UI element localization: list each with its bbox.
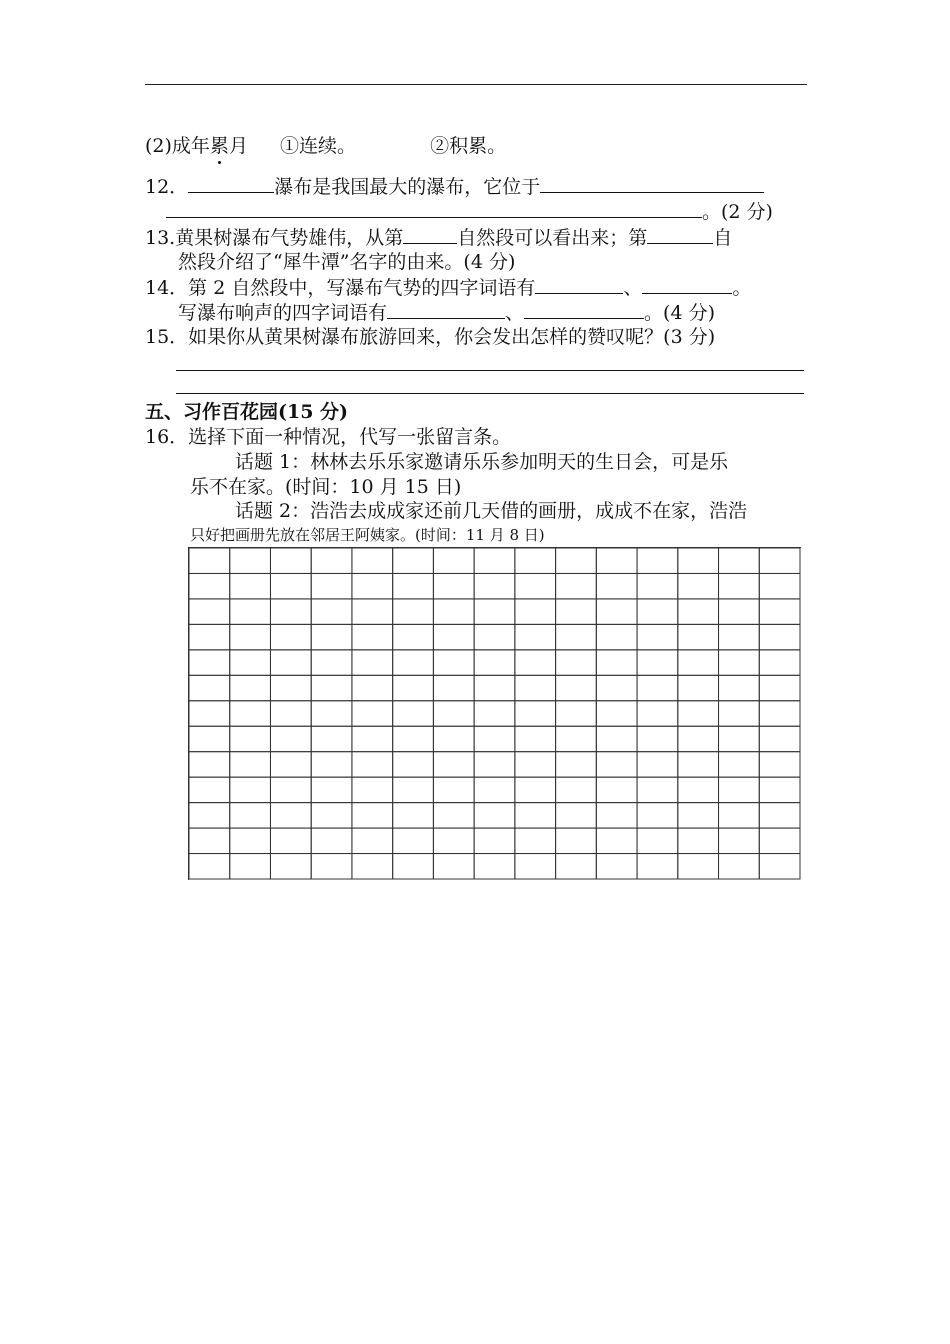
grid-cell[interactable] [189,573,230,598]
grid-cell[interactable] [719,573,760,598]
grid-cell[interactable] [474,777,515,802]
grid-cell[interactable] [556,650,597,675]
grid-cell[interactable] [515,726,556,751]
grid-cell[interactable] [189,624,230,649]
grid-cell[interactable] [515,803,556,828]
grid-cell[interactable] [678,548,719,573]
q15-answer-line-2[interactable] [176,393,804,394]
q12-blank-name[interactable] [188,174,274,193]
grid-cell[interactable] [515,854,556,879]
topic-2-line-1: 话题 2：浩浩去成成家还前几天借的画册，成成不在家，浩浩 [235,500,748,522]
grid-cell[interactable] [719,650,760,675]
grid-cell[interactable] [311,828,352,853]
grid-cell[interactable] [393,726,434,751]
grid-cell[interactable] [759,650,800,675]
grid-cell[interactable] [189,701,230,726]
grid-cell[interactable] [433,803,474,828]
grid-cell[interactable] [474,599,515,624]
grid-cell[interactable] [270,599,311,624]
grid-cell[interactable] [230,803,271,828]
grid-cell[interactable] [678,573,719,598]
grid-cell[interactable] [270,675,311,700]
grid-cell[interactable] [230,624,271,649]
grid-cell[interactable] [678,624,719,649]
grid-cell[interactable] [515,675,556,700]
grid-cell[interactable] [719,777,760,802]
grid-cell[interactable] [759,675,800,700]
grid-cell[interactable] [637,624,678,649]
q15-answer-line-1[interactable] [176,370,804,371]
q13-blank-1[interactable] [403,225,457,244]
grid-cell[interactable] [433,599,474,624]
grid-cell[interactable] [230,573,271,598]
grid-cell[interactable] [637,599,678,624]
grid-cell[interactable] [759,599,800,624]
grid-cell[interactable] [433,548,474,573]
grid-cell[interactable] [270,828,311,853]
grid-cell[interactable] [637,675,678,700]
q14-text-b: 写瀑布响声的四字词语有 [178,302,388,324]
grid-cell[interactable] [270,650,311,675]
grid-cell[interactable] [311,752,352,777]
topic-2-line-2: 只好把画册先放在邻居王阿姨家。(时间：11 月 8 日) [190,526,545,544]
q13-line2: 然段介绍了“犀牛潭”名字的由来。(4 分) [178,251,516,273]
grid-cell[interactable] [596,599,637,624]
grid-cell[interactable] [719,828,760,853]
vocab-option-1: ①连续。 [280,135,357,157]
section-5-title: 五、习作百花园(15 分) [145,401,349,423]
vocab-option-2: ②积累。 [430,135,507,157]
grid-cell[interactable] [230,650,271,675]
grid-cell[interactable] [270,548,311,573]
grid-cell[interactable] [352,701,393,726]
grid-cell[interactable] [311,650,352,675]
grid-cell[interactable] [637,701,678,726]
grid-cell[interactable] [596,854,637,879]
grid-cell[interactable] [556,548,597,573]
grid-cell[interactable] [189,675,230,700]
grid-cell[interactable] [393,548,434,573]
grid-cell[interactable] [556,599,597,624]
grid-cell[interactable] [515,777,556,802]
q13-text-b: 自然段可以看出来；第 [457,227,648,249]
grid-cell[interactable] [719,599,760,624]
grid-cell[interactable] [515,828,556,853]
grid-cell[interactable] [719,548,760,573]
grid-cell[interactable] [270,752,311,777]
grid-cell[interactable] [474,573,515,598]
grid-cell[interactable] [189,650,230,675]
q14-end-1: 。 [732,277,752,299]
grid-cell[interactable] [270,726,311,751]
grid-cell[interactable] [270,777,311,802]
question-12-cont [166,199,773,224]
grid-cell[interactable] [189,726,230,751]
grid-cell[interactable] [311,701,352,726]
grid-cell[interactable] [189,752,230,777]
grid-cell[interactable] [352,777,393,802]
grid-cell[interactable] [352,599,393,624]
q15-text: 15．如果你从黄果树瀑布旅游回来，你会发出怎样的赞叹呢？(3 分) [145,326,716,348]
grid-cell[interactable] [311,803,352,828]
grid-cell[interactable] [637,650,678,675]
question-13-cont [178,250,515,274]
grid-cell[interactable] [433,675,474,700]
question-14-cont [178,300,715,325]
grid-cell[interactable] [596,701,637,726]
grid-cell[interactable] [637,828,678,853]
grid-cell[interactable] [556,803,597,828]
grid-cell[interactable] [637,777,678,802]
grid-cell[interactable] [637,752,678,777]
grid-cell[interactable] [189,828,230,853]
grid-cell[interactable] [352,650,393,675]
grid-cell[interactable] [759,726,800,751]
q14-text-a: 14．第 2 自然段中，写瀑布气势的四字词语有 [145,277,536,299]
grid-cell[interactable] [189,803,230,828]
grid-cell[interactable] [352,803,393,828]
grid-cell[interactable] [678,726,719,751]
grid-cell[interactable] [556,777,597,802]
grid-cell[interactable] [556,573,597,598]
grid-cell[interactable] [433,752,474,777]
grid-cell[interactable] [311,573,352,598]
grid-cell[interactable] [311,624,352,649]
grid-cell[interactable] [311,548,352,573]
grid-cell[interactable] [678,803,719,828]
grid-cell[interactable] [637,854,678,879]
grid-cell[interactable] [515,624,556,649]
grid-cell[interactable] [433,701,474,726]
grid-cell[interactable] [637,803,678,828]
grid-cell[interactable] [230,599,271,624]
vocab-dotted-char: 累 [209,135,229,157]
grid-cell[interactable] [678,675,719,700]
grid-cell[interactable] [433,726,474,751]
q12-text: 瀑布是我国最大的瀑布，它位于 [274,176,541,198]
grid-cell[interactable] [596,675,637,700]
grid-cell[interactable] [270,854,311,879]
grid-cell[interactable] [230,701,271,726]
grid-cell[interactable] [393,803,434,828]
grid-cell[interactable] [270,624,311,649]
grid-cell[interactable] [556,828,597,853]
grid-cell[interactable] [515,599,556,624]
grid-cell[interactable] [474,803,515,828]
q12-number: 12． [145,176,189,198]
q14-blank-3[interactable] [387,300,505,319]
grid-cell[interactable] [678,828,719,853]
grid-cell[interactable] [393,650,434,675]
grid-cell[interactable] [637,726,678,751]
grid-cell[interactable] [474,726,515,751]
question-14 [145,275,751,300]
grid-cell[interactable] [596,726,637,751]
grid-cell[interactable] [474,624,515,649]
question-12 [145,174,764,199]
grid-cell[interactable] [637,573,678,598]
grid-cell[interactable] [678,701,719,726]
grid-cell[interactable] [556,701,597,726]
grid-cell[interactable] [759,701,800,726]
grid-cell[interactable] [759,803,800,828]
grid-cell[interactable] [230,548,271,573]
writing-grid[interactable] [188,547,801,880]
grid-cell[interactable] [596,752,637,777]
grid-cell[interactable] [759,573,800,598]
grid-cell[interactable] [352,624,393,649]
grid-cell[interactable] [393,777,434,802]
grid-cell[interactable] [596,777,637,802]
grid-cell[interactable] [596,624,637,649]
q12-blank-location-1[interactable] [540,174,764,193]
grid-cell[interactable] [474,675,515,700]
q13-text-a: 13.黄果树瀑布气势雄伟，从第 [145,227,404,249]
header-rule [145,84,807,85]
grid-cell[interactable] [556,726,597,751]
q14-blank-1[interactable] [535,275,623,294]
grid-cell[interactable] [270,573,311,598]
grid-cell[interactable] [759,548,800,573]
grid-cell[interactable] [474,701,515,726]
grid-cell[interactable] [311,675,352,700]
grid-cell[interactable] [515,573,556,598]
grid-cell[interactable] [678,854,719,879]
grid-cell[interactable] [433,828,474,853]
grid-cell[interactable] [637,548,678,573]
grid-cell[interactable] [270,701,311,726]
grid-cell[interactable] [230,752,271,777]
grid-cell[interactable] [352,675,393,700]
grid-cell[interactable] [393,854,434,879]
grid-cell[interactable] [230,854,271,879]
q14-sep-1: 、 [623,277,643,299]
grid-cell[interactable] [189,548,230,573]
grid-cell[interactable] [515,701,556,726]
grid-cell[interactable] [433,854,474,879]
grid-cell[interactable] [474,752,515,777]
grid-cell[interactable] [474,548,515,573]
grid-cell[interactable] [311,726,352,751]
question-13 [145,225,732,250]
grid-cell[interactable] [515,548,556,573]
grid-cell[interactable] [556,624,597,649]
q12-end: 。(2 分) [702,201,773,223]
grid-cell[interactable] [352,726,393,751]
grid-cell[interactable] [393,675,434,700]
grid-cell[interactable] [433,777,474,802]
grid-cell[interactable] [352,548,393,573]
grid-cell[interactable] [596,548,637,573]
grid-cell[interactable] [759,854,800,879]
grid-cell[interactable] [719,726,760,751]
grid-cell[interactable] [352,573,393,598]
grid-cell[interactable] [719,752,760,777]
grid-cell[interactable] [311,854,352,879]
grid-cell[interactable] [474,854,515,879]
q13-blank-2[interactable] [647,225,713,244]
grid-cell[interactable] [719,701,760,726]
grid-cell[interactable] [433,573,474,598]
grid-cell[interactable] [759,624,800,649]
topic-1-line-1: 话题 1：林林去乐乐家邀请乐乐参加明天的生日会，可是乐 [235,451,729,473]
vocab-question [145,134,506,158]
grid-cell[interactable] [719,803,760,828]
grid-cell[interactable] [433,624,474,649]
grid-cell[interactable] [596,650,637,675]
grid-cell[interactable] [230,828,271,853]
topic-1-line-2: 乐不在家。(时间：10 月 15 日) [190,476,462,498]
grid-cell[interactable] [678,650,719,675]
q14-blank-2[interactable] [642,275,732,294]
q14-blank-4[interactable] [524,300,644,319]
grid-cell[interactable] [311,777,352,802]
grid-cell[interactable] [596,573,637,598]
grid-cell[interactable] [230,777,271,802]
grid-cell[interactable] [433,650,474,675]
question-15 [145,325,715,349]
grid-cell[interactable] [352,828,393,853]
grid-cell[interactable] [474,650,515,675]
grid-cell[interactable] [230,675,271,700]
grid-cell[interactable] [678,752,719,777]
grid-cell[interactable] [515,650,556,675]
grid-cell[interactable] [596,803,637,828]
grid-cell[interactable] [393,599,434,624]
grid-cell[interactable] [393,624,434,649]
writing-grid-cells[interactable] [189,548,801,880]
grid-cell[interactable] [393,573,434,598]
grid-cell[interactable] [759,777,800,802]
grid-cell[interactable] [515,752,556,777]
grid-cell[interactable] [311,599,352,624]
grid-cell[interactable] [759,828,800,853]
grid-cell[interactable] [719,854,760,879]
vocab-prefix: (2)成年 [145,135,210,157]
grid-cell[interactable] [393,828,434,853]
grid-cell[interactable] [719,675,760,700]
vocab-suffix: 月 [228,135,248,157]
grid-cell[interactable] [678,777,719,802]
q13-text-c: 自 [713,227,733,249]
grid-cell[interactable] [474,828,515,853]
grid-cell[interactable] [393,701,434,726]
grid-cell[interactable] [719,624,760,649]
grid-cell[interactable] [678,599,719,624]
grid-cell[interactable] [270,803,311,828]
grid-cell[interactable] [556,752,597,777]
grid-cell[interactable] [556,675,597,700]
q12-blank-location-2[interactable] [166,199,702,218]
q14-end-2: 。(4 分) [644,302,715,324]
grid-cell[interactable] [189,854,230,879]
grid-cell[interactable] [189,599,230,624]
grid-cell[interactable] [556,854,597,879]
grid-cell[interactable] [230,726,271,751]
grid-cell[interactable] [759,752,800,777]
grid-cell[interactable] [393,752,434,777]
question-16: 16．选择下面一种情况，代写一张留言条。 [145,426,512,448]
grid-cell[interactable] [189,777,230,802]
grid-cell[interactable] [596,828,637,853]
q14-sep-2: 、 [505,302,525,324]
grid-cell[interactable] [352,752,393,777]
grid-cell[interactable] [352,854,393,879]
